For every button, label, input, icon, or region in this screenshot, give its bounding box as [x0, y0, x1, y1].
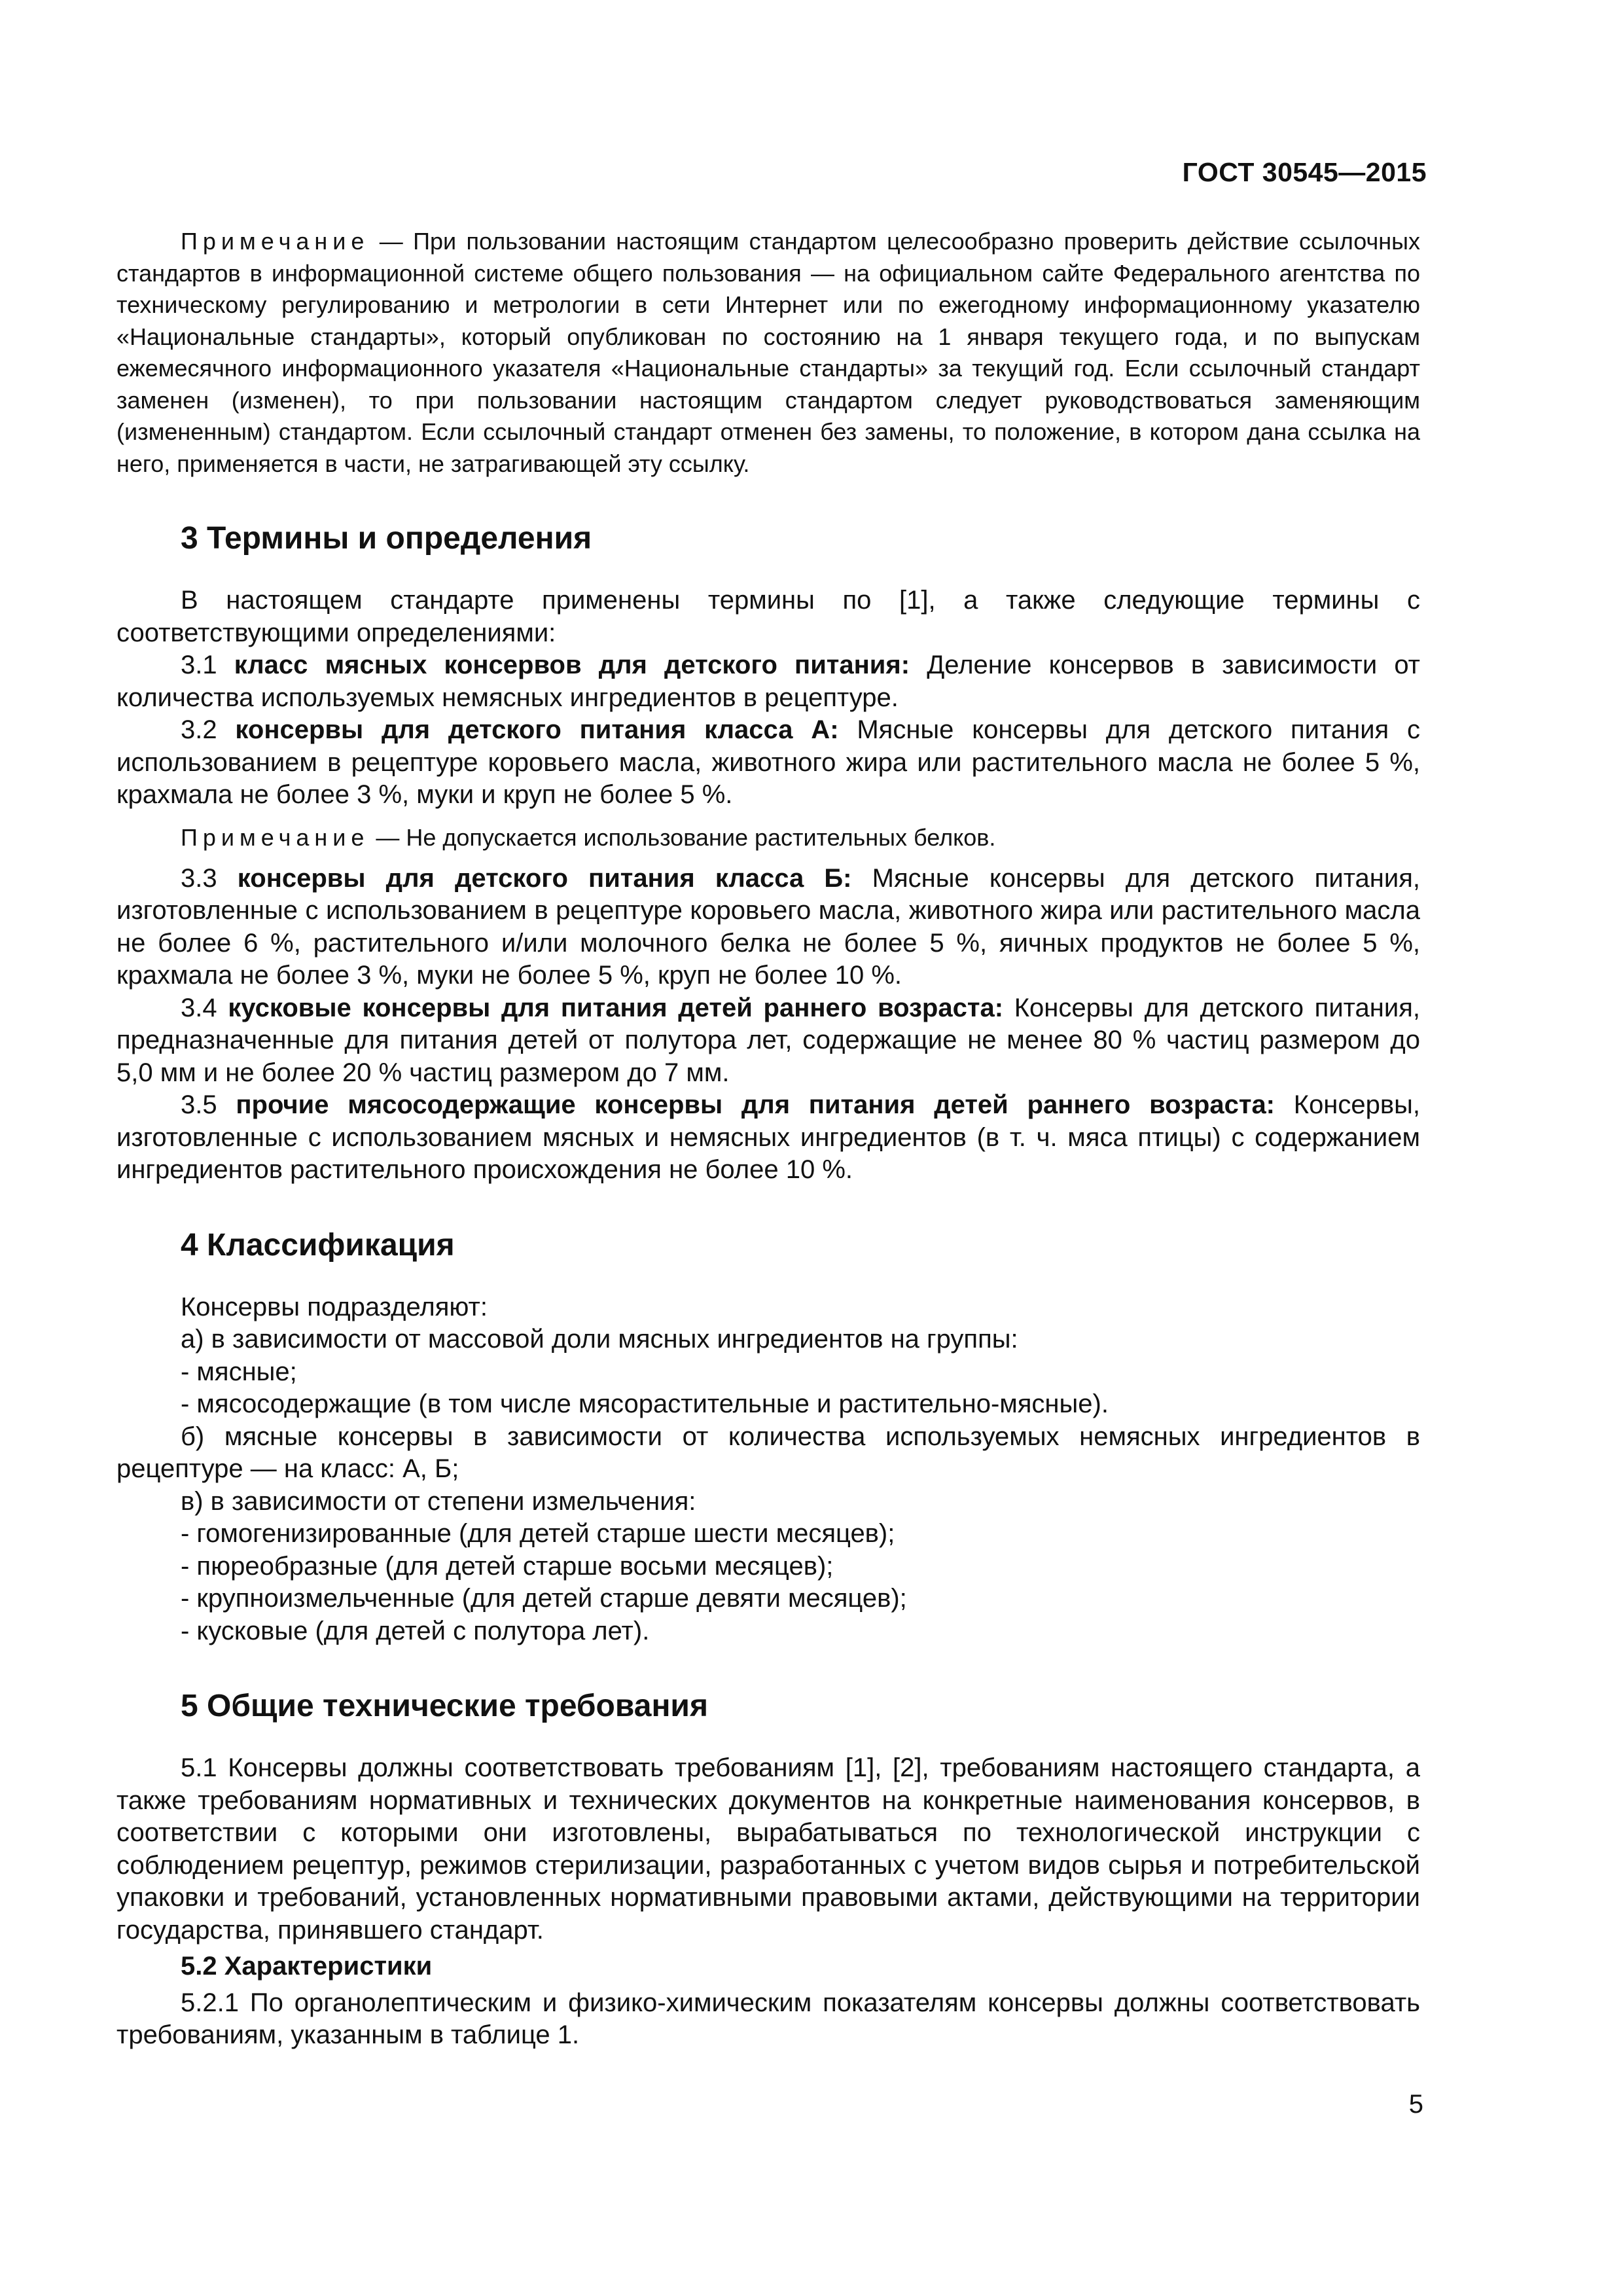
list-item: - гомогенизированные (для детей старше шести месяцев);	[181, 1519, 895, 1548]
document-code: ГОСТ 30545—2015	[1182, 157, 1427, 187]
list-item: - кусковые (для детей с полутора лет).	[181, 1616, 650, 1645]
term-number: 3.2	[181, 715, 236, 744]
term-number: 3.4	[181, 993, 228, 1022]
list-item: - мясные;	[181, 1357, 297, 1386]
term-3-3	[116, 863, 1420, 992]
paragraph-5-1: 5.1 Консервы должны соответствовать требованиям [1], [2], требованиям настоящего стандарта, а также требованиям нормативных и технических документов на конкретные наименования консервов, в соответствии с которыми они изготовлены, вырабатываться по технологической инструкции с соблюдением рецептур, режимов стерилизации, разработанных с учетом видов сырья и потребительской упаковки и требований, установленных нормативными правовыми актами, действующими на территории государства, принявшего стандарт.	[116, 1753, 1420, 1945]
list-item: - пюреобразные (для детей старше восьми месяцев);	[181, 1551, 834, 1581]
term-definition: Деление консервов в зависимости от количества используемых немясных ингредиентов в рецептуре.	[116, 651, 1421, 712]
term-name: прочие мясосодержащие консервы для питания детей раннего возраста:	[236, 1090, 1275, 1119]
paragraph-5-2-1: 5.2.1 По органолептическим и физико-химическим показателям консервы должны соответствовать требованиям, указанным в таблице 1.	[116, 1988, 1420, 2049]
page-number: 5	[1408, 2090, 1423, 2119]
list-item: а) в зависимости от массовой доли мясных ингредиентов на группы:	[181, 1325, 1018, 1354]
page-body	[116, 226, 1420, 2052]
note-text: — При пользовании настоящим стандартом целесообразно проверить действие ссылочных стандартов в информационной системе общего пользования — на официальном сайте Федерального агентства по техническому регулированию и метрологии в сети Интернет или по ежегодному информационному указателю «Национальные стандарты», который опубликован по состоянию на 1 января текущего года, и по выпускам ежемесячного информационного указателя «Национальные стандарты» за текущий год. Если ссылочный стандарт заменен (изменен), то при пользовании настоящим стандартом следует руководствоваться заменяющим (измененным) стандартом. Если ссылочный стандарт отменен без замены, то положение, в котором дана ссылка на него, применяется в части, не затрагивающей эту ссылку.	[116, 228, 1420, 477]
term-3-5	[116, 1089, 1420, 1187]
term-number: 3.3	[181, 863, 238, 893]
term-definition: Консервы, изготовленные с использованием мясных и немясных ингредиентов (в т. ч. мяса птицы) с содержанием ингредиентов растительного происхождения не более 10 %.	[116, 1090, 1421, 1184]
list-item: в) в зависимости от степени измельчения:	[181, 1486, 696, 1516]
list-item: - мясосодержащие (в том числе мясорастительные и растительно-мясные).	[181, 1390, 1109, 1418]
term-name: консервы для детского питания класса Б:	[237, 863, 852, 893]
term-3-1	[116, 649, 1420, 714]
section-4-title: 4 Классификация	[181, 1227, 455, 1263]
term-name: класс мясных консервов для детского питания:	[234, 651, 910, 679]
reference-note	[116, 226, 1420, 480]
section-3-title: 3 Термины и определения	[181, 521, 592, 556]
term-name: кусковые консервы для питания детей раннего возраста:	[228, 993, 1004, 1022]
term-3-4	[116, 992, 1420, 1090]
note-label: Примечание	[181, 823, 370, 851]
term-name: консервы для детского питания класса А:	[235, 715, 839, 744]
section-3-intro: В настоящем стандарте применены термины по [1], а также следующие термины с соответствующими определениями:	[116, 586, 1420, 647]
note-text: — Не допускается использование растительных белков.	[369, 823, 996, 851]
term-3-2	[116, 714, 1420, 812]
term-3-2-note	[116, 822, 1420, 853]
term-number: 3.1	[181, 651, 234, 679]
term-definition: Мясные консервы для детского питания, изготовленные с использованием в рецептуре коровьего масла, животного жира или растительного масла не более 6 %, растительного и/или молочного белка не более 5 %, яичных продуктов не более 5 %, крахмала не более 3 %, муки не более 5 %, круп не более 10 %.	[116, 863, 1421, 990]
subsection-5-2-title: 5.2 Характеристики	[181, 1952, 433, 1981]
term-number: 3.5	[181, 1090, 236, 1119]
list-item: б) мясные консервы в зависимости от количества используемых немясных ингредиентов в рецептуре — на класс: А, Б;	[116, 1422, 1420, 1483]
section-4-intro: Консервы подразделяют:	[181, 1292, 488, 1321]
section-5-title: 5 Общие технические требования	[181, 1689, 708, 1723]
term-definition: Мясные консервы для детского питания с использованием в рецептуре коровьего масла, животного жира или растительного масла не более 5 %, крахмала не более 3 %, муки и круп не более 5 %.	[116, 715, 1421, 809]
term-definition: Консервы для детского питания, предназначенные для питания детей от полутора лет, содержащие не менее 80 % частиц размером до 5,0 мм и не более 20 % частиц размером до 7 мм.	[116, 993, 1421, 1087]
note-label: Примечание	[181, 228, 370, 255]
list-item: - крупноизмельченные (для детей старше девяти месяцев);	[181, 1584, 907, 1613]
